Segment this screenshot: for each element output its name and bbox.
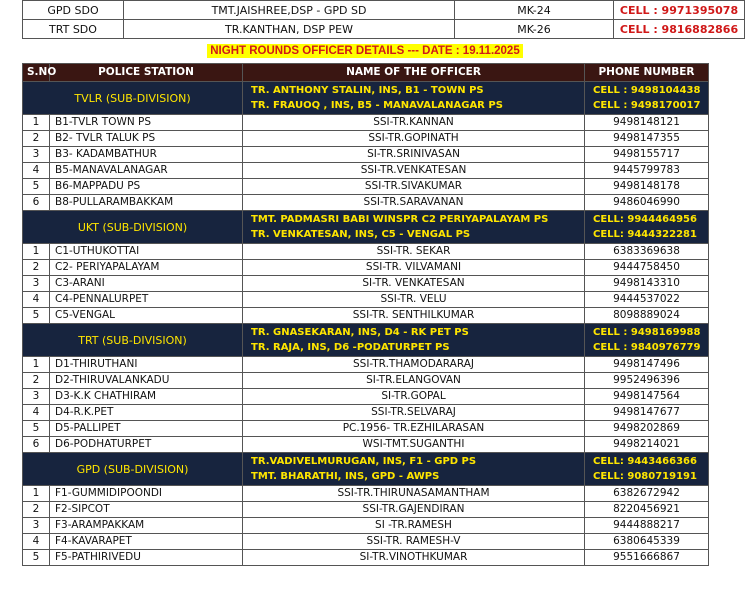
row-sno: 2 xyxy=(23,131,50,147)
row-phone: 9444537022 xyxy=(585,292,709,308)
subdivision-officers xyxy=(243,324,585,357)
row-officer: SI-TR.ELANGOVAN xyxy=(243,373,585,389)
row-police-station: D2-THIRUVALANKADU xyxy=(50,373,243,389)
table-row xyxy=(23,244,709,260)
sdo-code: MK-26 xyxy=(455,20,614,39)
row-officer: WSI-TMT.SUGANTHI xyxy=(243,437,585,453)
row-sno: 1 xyxy=(23,244,50,260)
row-sno: 4 xyxy=(23,534,50,550)
table-row xyxy=(23,260,709,276)
row-sno: 6 xyxy=(23,437,50,453)
page-title: NIGHT ROUNDS OFFICER DETAILS --- DATE : 19.11.2025 xyxy=(207,44,522,58)
table-row xyxy=(23,534,709,550)
row-officer: SI -TR.RAMESH xyxy=(243,518,585,534)
row-officer: SI-TR. VENKATESAN xyxy=(243,276,585,292)
row-phone: 8220456921 xyxy=(585,502,709,518)
row-sno: 5 xyxy=(23,179,50,195)
row-police-station: F3-ARAMPAKKAM xyxy=(50,518,243,534)
row-police-station: C5-VENGAL xyxy=(50,308,243,324)
subdivision-cell: CELL : 9498104438 xyxy=(593,85,701,96)
row-officer: SI-TR.GOPAL xyxy=(243,389,585,405)
row-phone: 9498147496 xyxy=(585,357,709,373)
row-police-station: C3-ARANI xyxy=(50,276,243,292)
sdo-row xyxy=(23,1,745,20)
subdivision-cell: CELL : 9840976779 xyxy=(593,342,701,353)
row-police-station: B5-MANAVALANAGAR xyxy=(50,163,243,179)
document xyxy=(22,0,739,566)
row-phone: 9498147677 xyxy=(585,405,709,421)
row-sno: 3 xyxy=(23,518,50,534)
row-officer: SSI-TR. VILVAMANI xyxy=(243,260,585,276)
row-sno: 2 xyxy=(23,373,50,389)
row-phone: 9551666867 xyxy=(585,550,709,566)
table-row xyxy=(23,292,709,308)
subdivision-cell: CELL : 9498170017 xyxy=(593,100,701,111)
row-sno: 3 xyxy=(23,276,50,292)
sdo-cell: CELL : 9971395078 xyxy=(614,1,745,20)
row-police-station: F1-GUMMIDIPOONDI xyxy=(50,486,243,502)
row-police-station: B6-MAPPADU PS xyxy=(50,179,243,195)
sdo-table xyxy=(22,0,745,39)
row-phone: 6382672942 xyxy=(585,486,709,502)
table-row xyxy=(23,163,709,179)
row-police-station: D3-K.K CHATHIRAM xyxy=(50,389,243,405)
row-officer: SSI-TR. VELU xyxy=(243,292,585,308)
subdivision-officers xyxy=(243,453,585,486)
subdivision-name: GPD (SUB-DIVISION) xyxy=(23,453,243,486)
row-officer: SSI-TR. RAMESH-V xyxy=(243,534,585,550)
sdo-officer: TR.KANTHAN, DSP PEW xyxy=(124,20,455,39)
row-officer: SSI-TR.THIRUNASAMANTHAM xyxy=(243,486,585,502)
row-police-station: C1-UTHUKOTTAI xyxy=(50,244,243,260)
row-police-station: F5-PATHIRIVEDU xyxy=(50,550,243,566)
table-row xyxy=(23,373,709,389)
row-sno: 1 xyxy=(23,115,50,131)
subdivision-officer: TR. ANTHONY STALIN, INS, B1 - TOWN PS xyxy=(251,85,484,96)
row-sno: 1 xyxy=(23,357,50,373)
row-sno: 5 xyxy=(23,421,50,437)
row-officer: SSI-TR.SELVARAJ xyxy=(243,405,585,421)
row-police-station: D5-PALLIPET xyxy=(50,421,243,437)
table-row xyxy=(23,502,709,518)
table-row xyxy=(23,276,709,292)
row-phone: 9444888217 xyxy=(585,518,709,534)
row-phone: 8098889024 xyxy=(585,308,709,324)
row-officer: SSI-TR. SEKAR xyxy=(243,244,585,260)
row-sno: 5 xyxy=(23,550,50,566)
subdivision-name: UKT (SUB-DIVISION) xyxy=(23,211,243,244)
subdivision-cell: CELL : 9498169988 xyxy=(593,327,701,338)
row-police-station: D1-THIRUTHANI xyxy=(50,357,243,373)
table-row xyxy=(23,550,709,566)
row-phone: 9498143310 xyxy=(585,276,709,292)
header-police-station: POLICE STATION xyxy=(50,64,243,82)
row-officer: SI-TR.VINOTHKUMAR xyxy=(243,550,585,566)
subdivision-officers xyxy=(243,82,585,115)
row-police-station: C4-PENNALURPET xyxy=(50,292,243,308)
row-sno: 3 xyxy=(23,389,50,405)
subdivision-officer: TR. VENKATESAN, INS, C5 - VENGAL PS xyxy=(251,229,471,240)
row-police-station: F4-KAVARAPET xyxy=(50,534,243,550)
sdo-cell: CELL : 9816882866 xyxy=(614,20,745,39)
subdivision-officer: TR. GNASEKARAN, INS, D4 - RK PET PS xyxy=(251,327,469,338)
row-phone: 9498214021 xyxy=(585,437,709,453)
row-sno: 1 xyxy=(23,486,50,502)
row-police-station: C2- PERIYAPALAYAM xyxy=(50,260,243,276)
subdivision-cell: CELL: 9080719191 xyxy=(593,471,697,482)
subdivision-row xyxy=(23,324,709,357)
row-sno: 4 xyxy=(23,405,50,421)
subdivision-cells xyxy=(585,82,709,115)
row-sno: 2 xyxy=(23,260,50,276)
row-officer: SSI-TR. SENTHILKUMAR xyxy=(243,308,585,324)
subdivision-cells xyxy=(585,211,709,244)
subdivision-officer: TMT. BHARATHI, INS, GPD - AWPS xyxy=(251,471,440,482)
row-officer: SSI-TR.THAMODARARAJ xyxy=(243,357,585,373)
row-phone: 9445799783 xyxy=(585,163,709,179)
row-phone: 9498147355 xyxy=(585,131,709,147)
row-phone: 9498155717 xyxy=(585,147,709,163)
row-phone: 9952496396 xyxy=(585,373,709,389)
row-police-station: F2-SIPCOT xyxy=(50,502,243,518)
table-row xyxy=(23,131,709,147)
subdivision-name: TRT (SUB-DIVISION) xyxy=(23,324,243,357)
table-row xyxy=(23,179,709,195)
subdivision-row xyxy=(23,211,709,244)
row-phone: 6383369638 xyxy=(585,244,709,260)
night-rounds-table xyxy=(22,63,709,566)
row-police-station: B2- TVLR TALUK PS xyxy=(50,131,243,147)
table-row xyxy=(23,115,709,131)
sdo-officer: TMT.JAISHREE,DSP - GPD SD xyxy=(124,1,455,20)
row-officer: SSI-TR.SIVAKUMAR xyxy=(243,179,585,195)
row-officer: SSI-TR.GAJENDIRAN xyxy=(243,502,585,518)
row-phone: 6380645339 xyxy=(585,534,709,550)
subdivision-officers xyxy=(243,211,585,244)
row-sno: 3 xyxy=(23,147,50,163)
subdivision-officer: TR. FRAUOQ , INS, B5 - MANAVALANAGAR PS xyxy=(251,100,503,111)
row-police-station: D6-PODHATURPET xyxy=(50,437,243,453)
row-officer: SSI-TR.VENKATESAN xyxy=(243,163,585,179)
table-row xyxy=(23,518,709,534)
row-sno: 4 xyxy=(23,163,50,179)
title-row xyxy=(22,39,708,63)
table-row xyxy=(23,437,709,453)
row-phone: 9486046990 xyxy=(585,195,709,211)
subdivision-officer: TMT. PADMASRI BABI WINSPR C2 PERIYAPALAYAM PS xyxy=(251,214,549,225)
table-row xyxy=(23,405,709,421)
subdivision-row xyxy=(23,82,709,115)
table-header xyxy=(23,64,709,82)
row-sno: 2 xyxy=(23,502,50,518)
table-row xyxy=(23,486,709,502)
subdivision-cells xyxy=(585,324,709,357)
row-sno: 6 xyxy=(23,195,50,211)
row-officer: SSI-TR.SARAVANAN xyxy=(243,195,585,211)
header-phone-number: PHONE NUMBER xyxy=(585,64,709,82)
table-row xyxy=(23,195,709,211)
row-sno: 4 xyxy=(23,292,50,308)
sdo-row xyxy=(23,20,745,39)
table-row xyxy=(23,421,709,437)
header-sno: S.NO xyxy=(23,64,50,82)
row-police-station: B1-TVLR TOWN PS xyxy=(50,115,243,131)
row-phone: 9498148178 xyxy=(585,179,709,195)
row-phone: 9444758450 xyxy=(585,260,709,276)
sdo-name: TRT SDO xyxy=(23,20,124,39)
table-row xyxy=(23,357,709,373)
row-sno: 5 xyxy=(23,308,50,324)
sdo-code: MK-24 xyxy=(455,1,614,20)
subdivision-officer: TR. RAJA, INS, D6 -PODATURPET PS xyxy=(251,342,450,353)
subdivision-cells xyxy=(585,453,709,486)
subdivision-row xyxy=(23,453,709,486)
sdo-name: GPD SDO xyxy=(23,1,124,20)
table-row xyxy=(23,147,709,163)
subdivision-officer: TR.VADIVELMURUGAN, INS, F1 - GPD PS xyxy=(251,456,477,467)
row-officer: SI-TR.SRINIVASAN xyxy=(243,147,585,163)
row-phone: 9498202869 xyxy=(585,421,709,437)
subdivision-cell: CELL: 9444322281 xyxy=(593,229,697,240)
table-row xyxy=(23,308,709,324)
subdivision-cell: CELL: 9443466366 xyxy=(593,456,697,467)
row-officer: SSI-TR.GOPINATH xyxy=(243,131,585,147)
header-officer-name: NAME OF THE OFFICER xyxy=(243,64,585,82)
row-officer: SSI-TR.KANNAN xyxy=(243,115,585,131)
subdivision-cell: CELL: 9944464956 xyxy=(593,214,697,225)
row-police-station: B8-PULLARAMBAKKAM xyxy=(50,195,243,211)
row-police-station: B3- KADAMBATHUR xyxy=(50,147,243,163)
row-phone: 9498148121 xyxy=(585,115,709,131)
table-row xyxy=(23,389,709,405)
row-officer: PC.1956- TR.EZHILARASAN xyxy=(243,421,585,437)
subdivision-name: TVLR (SUB-DIVISION) xyxy=(23,82,243,115)
row-phone: 9498147564 xyxy=(585,389,709,405)
row-police-station: D4-R.K.PET xyxy=(50,405,243,421)
